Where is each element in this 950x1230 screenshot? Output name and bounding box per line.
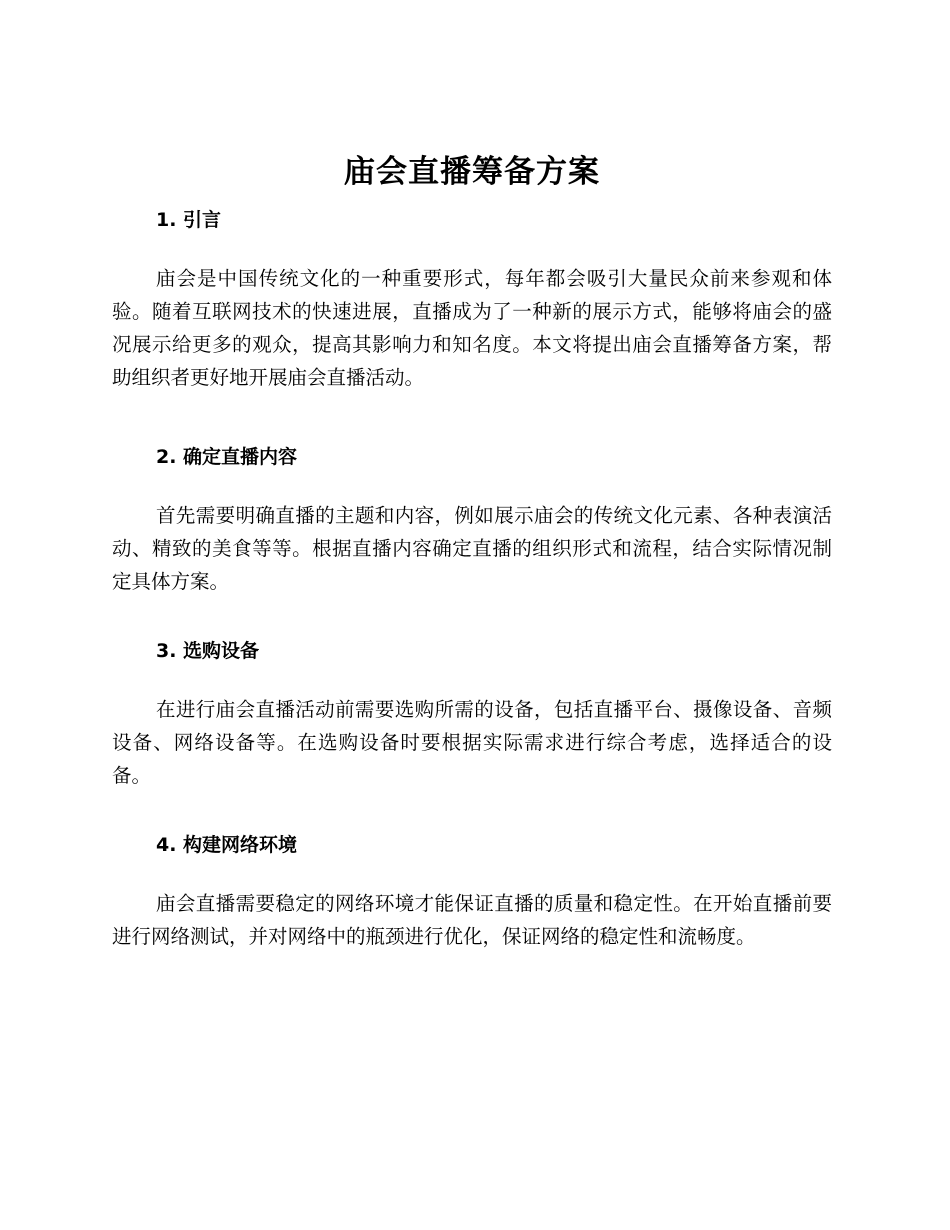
section-paragraph: 庙会是中国传统文化的一种重要形式，每年都会吸引大量民众前来参观和体验。随着互联网技术的快速进展，直播成为了一种新的展示方式，能够将庙会的盛况展示给更多的观众，提高其影响力和知名度。本文将提出庙会直播筹备方案，帮助组织者更好地开展庙会直播活动。: [112, 267, 832, 389]
section-equipment: [112, 637, 832, 792]
section-heading: 1. 引言: [156, 209, 222, 231]
section-paragraph: 在进行庙会直播活动前需要选购所需的设备，包括直播平台、摄像设备、音频设备、网络设备等。在选购设备时要根据实际需求进行综合考虑，选择适合的设备。: [112, 698, 832, 787]
document-title: 庙会直播筹备方案: [344, 154, 600, 190]
section-heading: 4. 构建网络环境: [156, 834, 298, 856]
section-network: [112, 831, 832, 953]
section-heading: 3. 选购设备: [156, 640, 260, 662]
section-live-content: [112, 443, 832, 598]
section-introduction: [112, 206, 832, 394]
section-heading: 2. 确定直播内容: [156, 446, 298, 468]
section-paragraph: 庙会直播需要稳定的网络环境才能保证直播的质量和稳定性。在开始直播前要进行网络测试，并对网络中的瓶颈进行优化，保证网络的稳定性和流畅度。: [112, 892, 832, 948]
section-paragraph: 首先需要明确直播的主题和内容，例如展示庙会的传统文化元素、各种表演活动、精致的美食等等。根据直播内容确定直播的组织形式和流程，结合实际情况制定具体方案。: [112, 504, 832, 593]
document-page: [112, 0, 832, 1230]
